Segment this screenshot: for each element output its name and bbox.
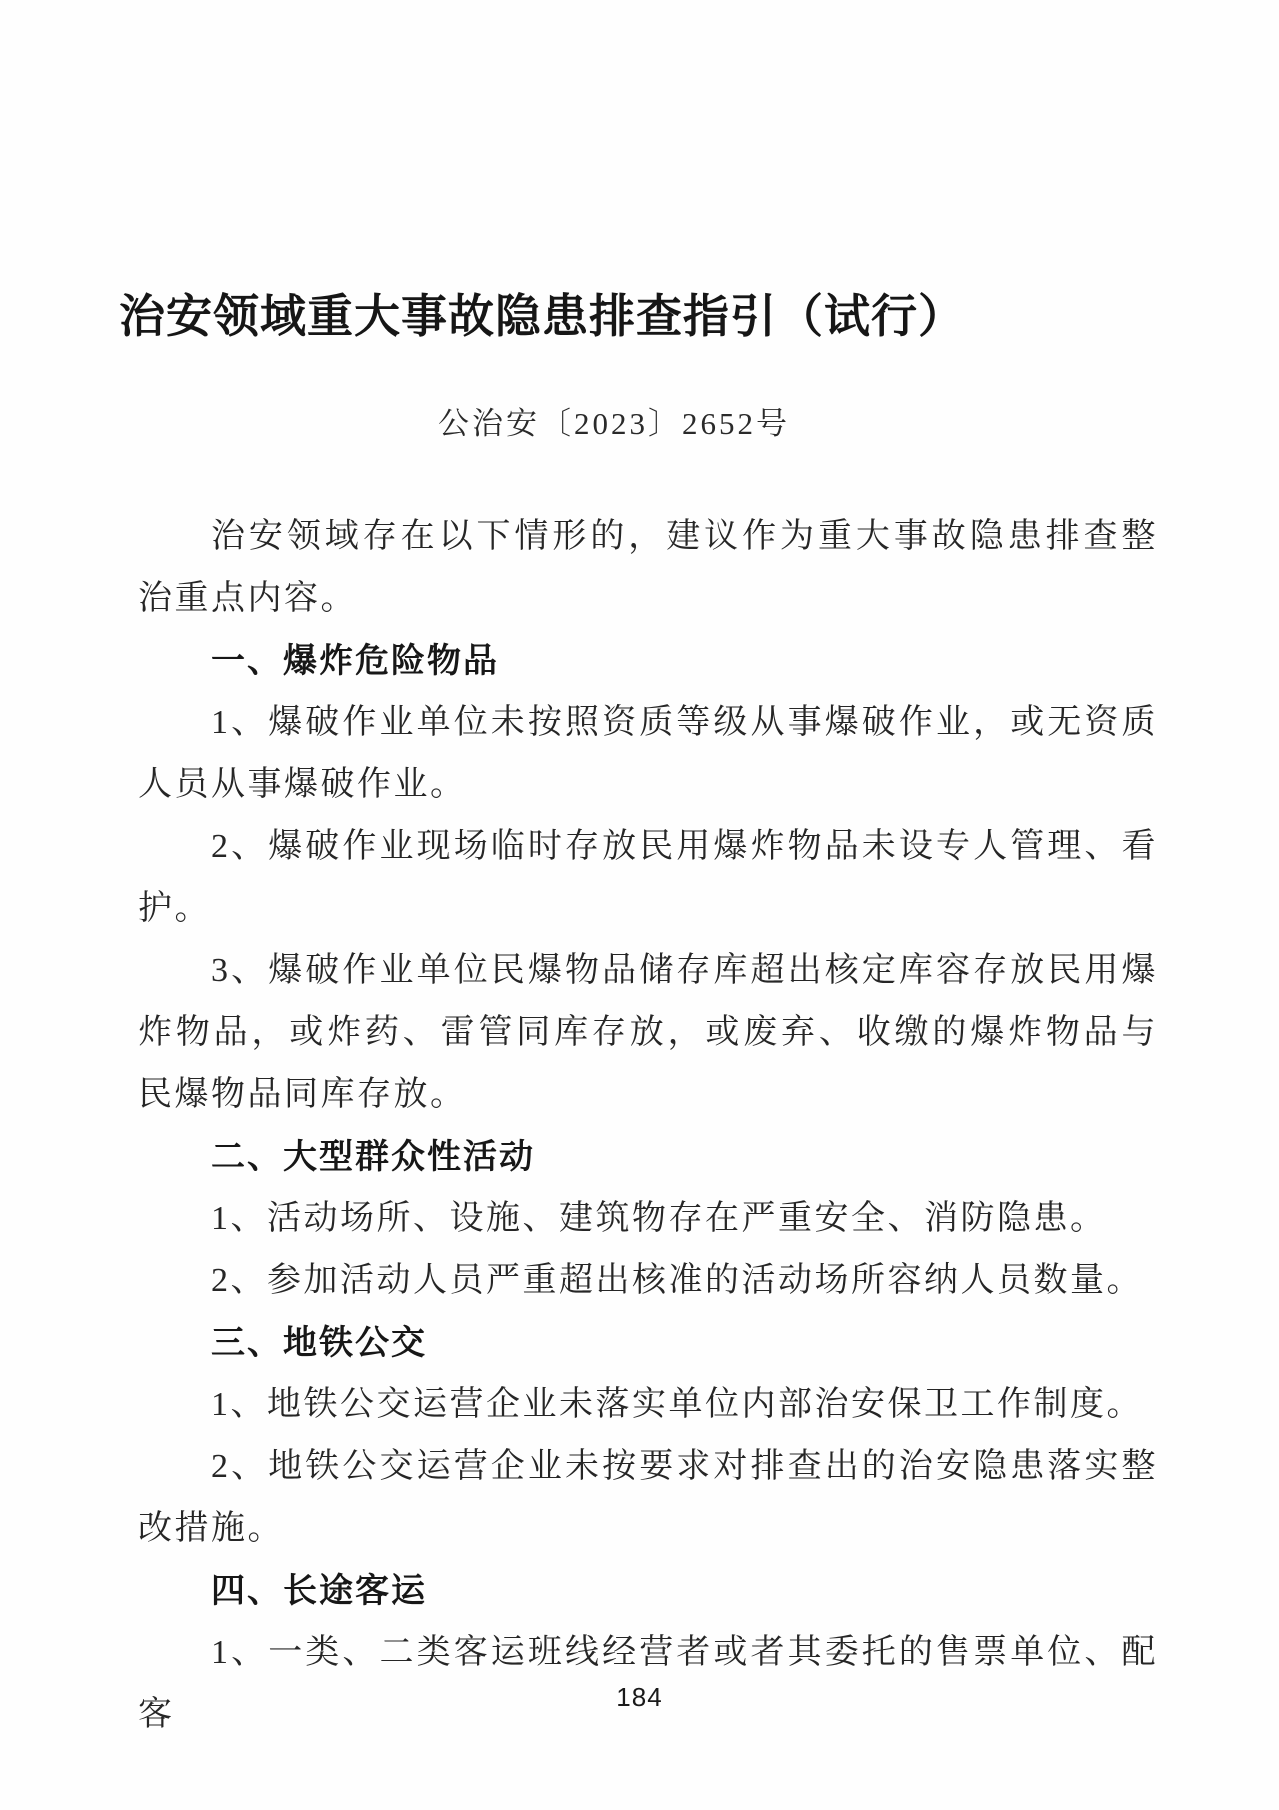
body-paragraph: 2、地铁公交运营企业未按要求对排查出的治安隐患落实整改措施。 (138, 1448, 1158, 1547)
body-paragraph: 1、地铁公交运营企业未落实单位内部治安保卫工作制度。 (211, 1386, 1143, 1423)
body-paragraph: 2、爆破作业现场临时存放民用爆炸物品未设专人管理、看护。 (138, 828, 1158, 927)
body-paragraph: 3、爆破作业单位民爆物品储存库超出核定库容存放民用爆炸物品，或炸药、雷管同库存放，或废弃、收缴的爆炸物品与民爆物品同库存放。 (138, 952, 1158, 1113)
section-heading: 二、大型群众性活动 (211, 1138, 535, 1176)
section-heading: 三、地铁公交 (211, 1324, 427, 1362)
document-number: 公治安〔2023〕2652号 (438, 406, 790, 441)
section-heading: 一、爆炸危险物品 (211, 642, 499, 680)
body-paragraph: 2、参加活动人员严重超出核准的活动场所容纳人员数量。 (211, 1262, 1143, 1299)
document-title: 治安领域重大事故隐患排查指引（试行） (119, 290, 965, 342)
body-paragraph: 1、活动场所、设施、建筑物存在严重安全、消防隐患。 (211, 1200, 1107, 1237)
body-paragraph: 1、一类、二类客运班线经营者或者其委托的售票单位、配客 (138, 1634, 1158, 1733)
section-heading: 四、长途客运 (211, 1572, 427, 1610)
page-number: 184 (616, 1682, 663, 1712)
body-paragraph: 1、爆破作业单位未按照资质等级从事爆破作业，或无资质人员从事爆破作业。 (138, 704, 1158, 803)
body-paragraph: 治安领域存在以下情形的，建议作为重大事故隐患排查整治重点内容。 (138, 518, 1158, 617)
document-body (138, 506, 1158, 1746)
